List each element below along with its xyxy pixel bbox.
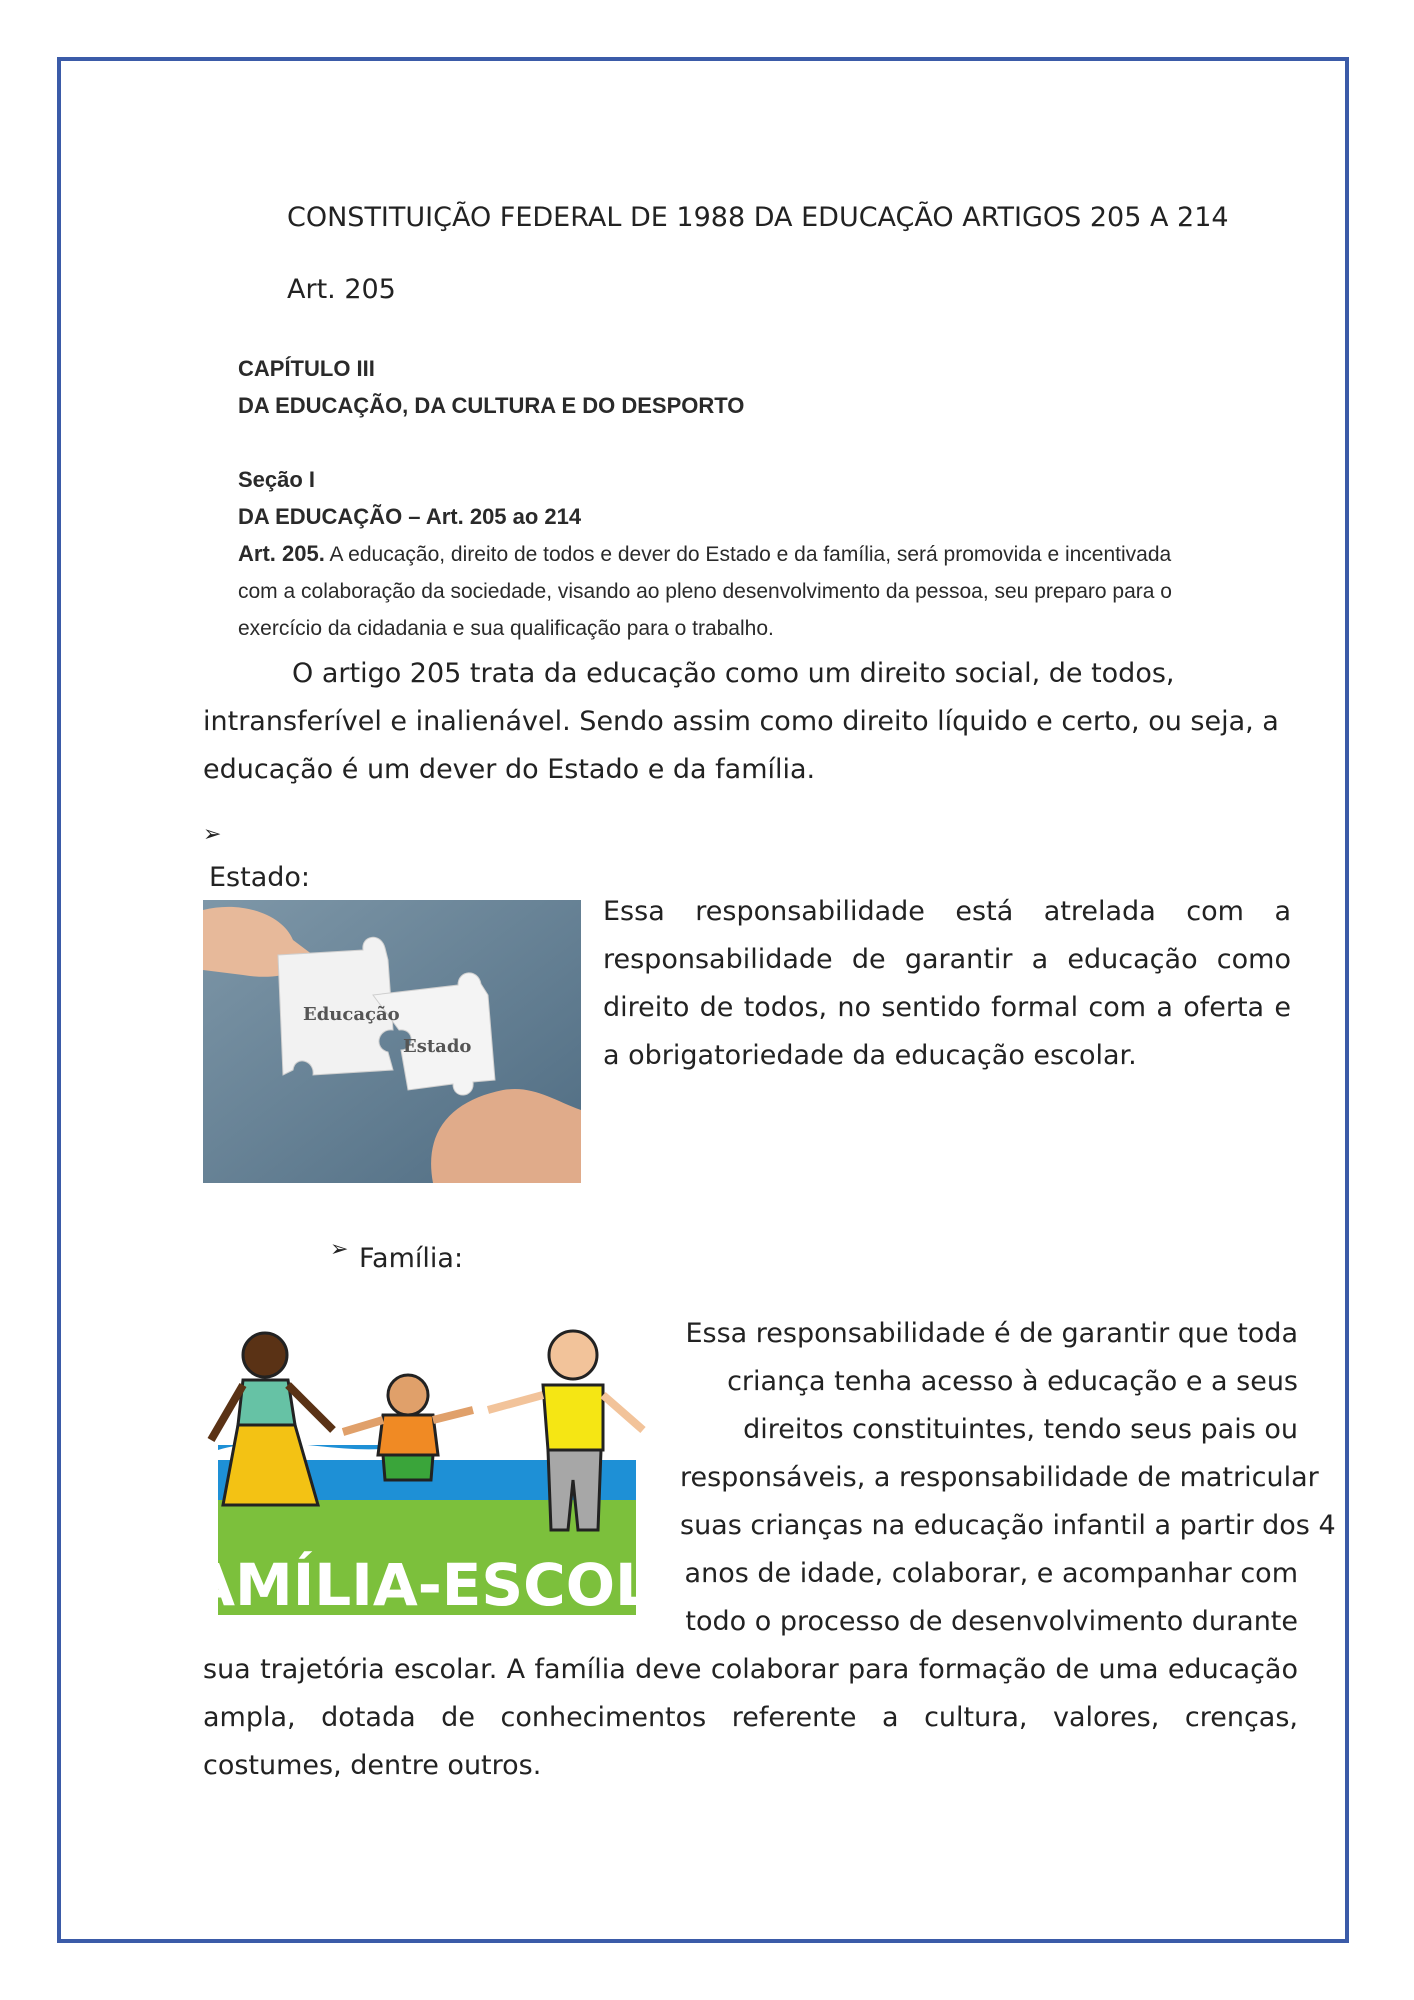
estado-text: Essa responsabilidade está atrelada com a responsabilidade de garantir a educação como direito de todos, no sentido formal com a oferta e a obrigatoriedade da educação escolar. (603, 896, 1291, 1071)
familia-text-continuation: sua trajetória escolar. A família deve colaborar para formação de uma educação ampla, dotada de conhecimentos referente a cultura, valores, crenças, costumes, dentre outros. (203, 1654, 1298, 1781)
familia-escola-image (157, 1320, 697, 1620)
law-line: com a colaboração da sociedade, visando ao pleno desenvolvimento da pessoa, seu preparo para o (238, 580, 1172, 603)
puzzle-word-estado: Estado (403, 1036, 472, 1057)
law-excerpt (238, 350, 1278, 647)
puzzle-image (203, 900, 581, 1183)
law-line: exercício da cidadania e sua qualificação para o trabalho. (238, 617, 774, 640)
article-label: Art. 205 (287, 274, 396, 305)
chapter-title: DA EDUCAÇÃO, DA CULTURA E DO DESPORTO (238, 393, 745, 418)
familia-escola-caption: FAMÍLIA-ESCOLA (157, 1551, 697, 1619)
law-line: Art. 205. A educação, direito de todos e dever do Estado e da família, será promovida e incentivada (238, 541, 1172, 566)
familia-text-right: Essa responsabilidade é de garantir que toda criança tenha acesso à educação e a seus direitos constituintes, tendo seus pais ou responsáveis, a responsabilidade de matricular suas crianças na educação infantil a partir dos 4 anos de idade, colaborar, e acompanhar com todo o processo de desenvolvimento durante (680, 1318, 1336, 1637)
bullet-arrow-icon: ➢ (330, 1237, 349, 1262)
familia-label: Família: (359, 1243, 464, 1274)
article-number: Art. 205. (238, 541, 325, 566)
puzzle-word-educacao: Educação (303, 1004, 400, 1025)
intro-paragraph: O artigo 205 trata da educação como um direito social, de todos, intransferível e inalienável. Sendo assim como direito líquido e certo, ou seja, a educação é um dever do Estado e da família. (203, 658, 1279, 785)
estado-label: Estado: (209, 862, 311, 893)
section-title: DA EDUCAÇÃO – Art. 205 ao 214 (238, 504, 582, 529)
bullet-arrow-icon: ➢ (203, 822, 222, 847)
page-title: CONSTITUIÇÃO FEDERAL DE 1988 DA EDUCAÇÃO ARTIGOS 205 A 214 (287, 202, 1229, 233)
section: Seção I (238, 467, 316, 492)
chapter: CAPÍTULO III (238, 356, 375, 381)
